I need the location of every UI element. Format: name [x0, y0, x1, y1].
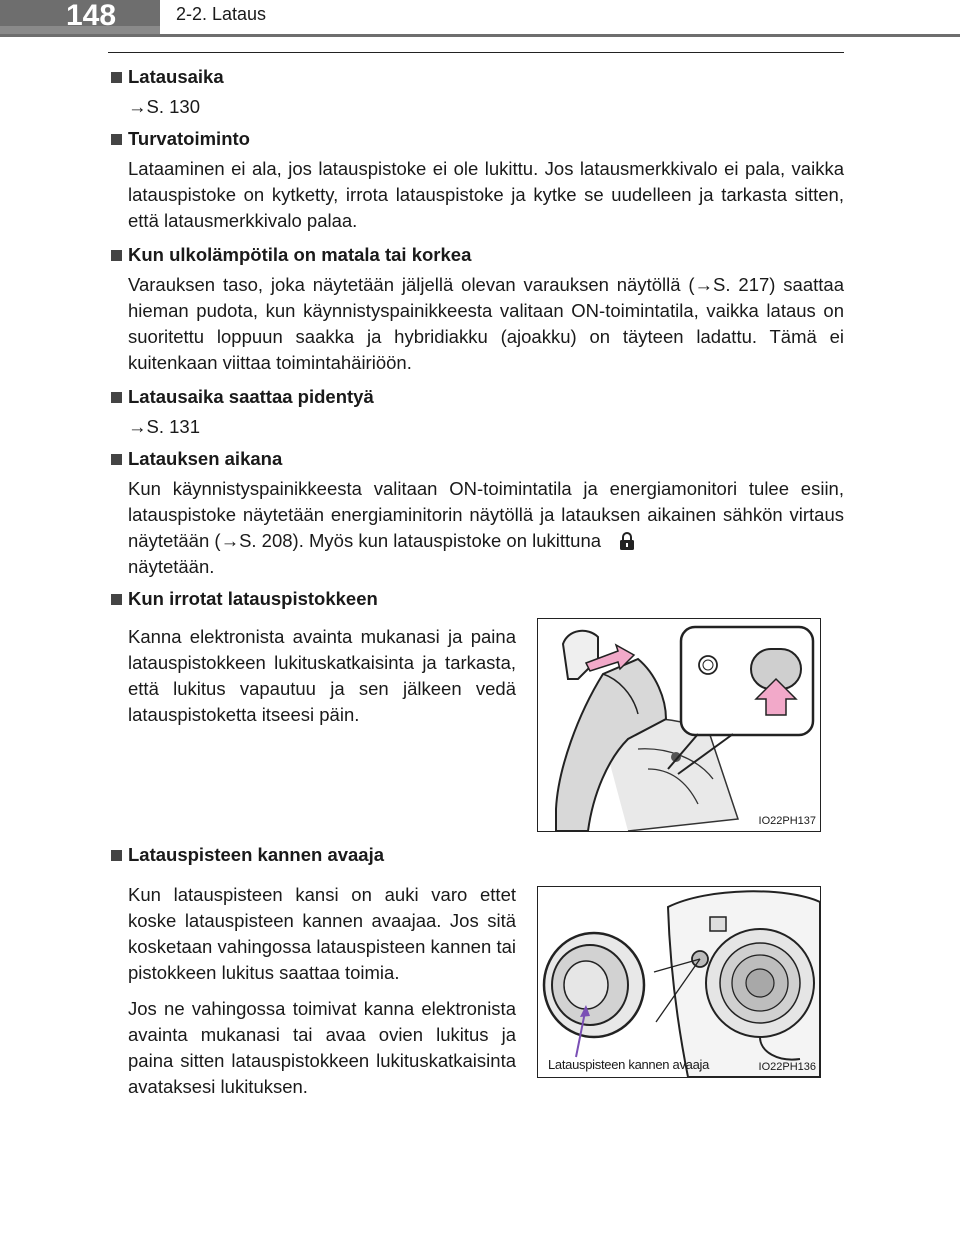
chapter-title: 2-2. Lataus — [176, 4, 267, 24]
page-number: 148 — [66, 0, 117, 32]
plug-illustration — [538, 619, 820, 831]
figure-block — [108, 872, 844, 1102]
bullet-square-icon — [111, 392, 122, 403]
heading-text: Latauspisteen kannen avaaja — [128, 844, 385, 865]
body-text-end: näytetään. — [128, 556, 215, 577]
header-rule — [0, 34, 960, 37]
body-text: Kun käynnistyspainikkeesta valitaan ON-toimintatila ja energiamonitori tulee esiin, latauspistoke näytetään energiaminitorin näytöllä ja latauksen aikainen sähkön virtaus näytetään (→S. 208). Myös kun latauspistoke on lukittuna — [128, 478, 844, 551]
cover-opener-illustration — [538, 887, 820, 1077]
lock-icon — [619, 532, 635, 550]
section-body: Lataaminen ei ala, jos latauspistoke ei ole lukittu. Jos latausmerkkivalo ei pala, vaikka latauspistoke on kytketty, irrota latauspistoke ja kytke se uudelleen ja tarkasta sitten, että latausmerkkivalo palaa. — [128, 158, 844, 231]
section-body: Varauksen taso, joka näytetään jäljellä olevan varauksen näytöllä (→S. 217) saattaa hieman pudota, kun käynnistyspainikkeesta valitaan ON-toimintatila, vaikka lataus on suoritettu loppuun saakka ja hybridiakku (ajoakku) on täyteen ladattu. Tämä ei kuitenkaan viittaa toimintahäiriöön. — [128, 274, 844, 373]
figure-code: IO22PH137 — [758, 815, 816, 827]
bullet-square-icon — [111, 594, 122, 605]
bullet-square-icon — [111, 850, 122, 861]
heading-text: Latauksen aikana — [128, 448, 283, 469]
section-heading — [108, 384, 844, 410]
figure-label: Latauspisteen kannen avaaja — [548, 1057, 710, 1072]
section-body: Jos ne vahingossa toimivat kanna elektronista avainta mukanasi tai avaa ovien lukitus ja paina sitten latauspistokkeen lukituskatkaisinta avataksesi lukituksen. — [128, 998, 516, 1097]
heading-text: Kun ulkolämpötila on matala tai korkea — [128, 244, 472, 265]
page-reference[interactable]: →S. 131 — [128, 416, 200, 437]
figure-cover-opener — [537, 886, 821, 1078]
bullet-square-icon — [111, 72, 122, 83]
section-heading — [108, 446, 844, 472]
section-rule — [108, 52, 844, 53]
bullet-square-icon — [111, 250, 122, 261]
section-body — [128, 476, 844, 580]
heading-text: Kun irrotat latauspistokkeen — [128, 588, 378, 609]
section-body: Kun latauspisteen kansi on auki varo ettet koske latauspisteen kannen avaajaa. Jos sitä kosketaan vahingossa latauspisteen kannen tai pistokkeen lukitus saattaa toimia. — [128, 884, 516, 983]
page-reference[interactable]: →S. 130 — [128, 96, 200, 117]
heading-text: Turvatoiminto — [128, 128, 250, 149]
figure-plug-release — [537, 618, 821, 832]
figure-code: IO22PH136 — [758, 1061, 816, 1073]
bullet-square-icon — [111, 134, 122, 145]
page-content — [108, 60, 844, 1102]
bullet-square-icon — [111, 454, 122, 465]
section-heading — [108, 586, 844, 612]
heading-text: Latausaika — [128, 66, 224, 87]
page-header — [0, 0, 960, 36]
section-heading — [108, 842, 844, 868]
figure-block — [108, 616, 844, 838]
heading-text: Latausaika saattaa pidentyä — [128, 386, 374, 407]
section-heading — [108, 242, 844, 268]
section-heading — [108, 64, 844, 90]
text-column — [128, 882, 516, 1100]
section-heading — [108, 126, 844, 152]
section-body: Kanna elektronista avainta mukanasi ja paina latauspistokkeen lukituskatkaisinta ja tarkasta, että lukitus vapautuu ja sen jälkeen vedä latauspistoketta itseesi päin. — [128, 626, 516, 725]
